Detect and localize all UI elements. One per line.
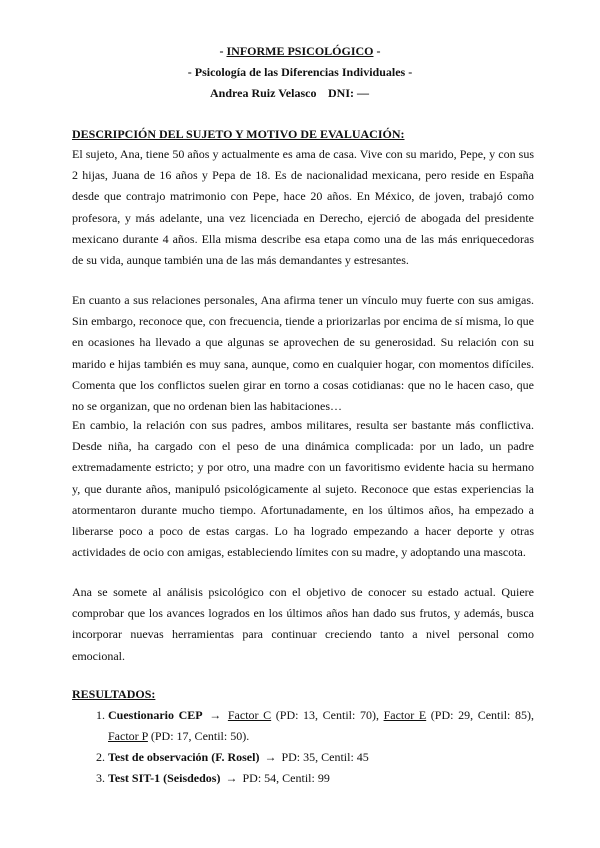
factor-p-label: Factor P — [108, 729, 148, 743]
arrow-icon: → — [209, 708, 222, 722]
factor-p-values: (PD: 17, Centil: 50). — [147, 729, 250, 743]
result-values: PD: 35, Centil: 45 — [281, 750, 369, 764]
result-item-cep — [108, 705, 534, 747]
result-test-name: Cuestionario CEP — [108, 708, 203, 722]
result-values: PD: 54, Centil: 99 — [242, 771, 330, 785]
description-paragraph-1: El sujeto, Ana, tiene 50 años y actualmente es ama de casa. Vive con su marido, Pepe, y con sus 2 hijas, Juana de 16 años y Pepa de 18. Es de nacionalidad mexicana, pero reside en España desde que contrajo matrimonio con Pepe, hace 20 años. En México, de joven, trabajó como profesora, y más adelante, una vez licenciada en Derecho, ejerció de abogada del presidente mexicano durante 4 años. Ella misma describe esa etapa como una de las más enriquecedoras de su vida, aunque también una de las más demandantes y estresantes. — [72, 147, 534, 268]
report-subtitle: - Psicología de las Diferencias Individuales - — [187, 65, 413, 79]
factor-c-label: Factor C — [227, 708, 272, 722]
factor-c-values: (PD: 13, Centil: 70), — [271, 708, 384, 722]
factor-e-values: (PD: 29, Centil: 85), — [426, 708, 534, 722]
description-section-title: DESCRIPCIÓN DEL SUJETO Y MOTIVO DE EVALUACIÓN: — [72, 127, 405, 141]
result-test-name: Test SIT-1 (Seisdedos) — [108, 771, 221, 785]
arrow-icon: → — [264, 750, 277, 764]
report-title: - INFORME PSICOLÓGICO - — [219, 44, 381, 58]
results-section-title: RESULTADOS: — [72, 687, 156, 701]
results-list — [72, 705, 534, 789]
result-test-name: Test de observación (F. Rosel) — [108, 750, 260, 764]
dni-field: DNI: — — [328, 86, 369, 100]
arrow-icon: → — [225, 771, 238, 785]
result-item-observation — [108, 747, 534, 768]
author-name: Andrea Ruiz Velasco — [210, 86, 317, 100]
description-paragraph-4: Ana se somete al análisis psicológico con el objetivo de conocer su estado actual. Quiere comprobar que los avances logrados en los últimos años han dado sus frutos, y además, busca incorporar nuevas herramientas para continuar creciendo tanto a nivel personal como emocional. — [72, 585, 534, 663]
report-title-text: INFORME PSICOLÓGICO — [226, 44, 374, 58]
description-paragraph-3: En cambio, la relación con sus padres, ambos militares, resulta ser bastante más conflictiva. Desde niña, ha cargado con el peso de una dinámica complicada: por un lado, un padre extremadamente estricto; y por otro, una madre con un favoritismo evidente hacia su hermano y, que durante años, manipuló psicológicamente al sujeto. Reconoce que estas experiencias la atormentaron durante mucho tiempo. Afortunadamente, en los últimos años, ha empezado a liberarse poco a poco de estas cargas. Lo ha logrado empezando a hacer deporte y otras actividades de ocio con amigas, estableciendo límites con su madre, y adoptando una mascota. — [72, 418, 534, 560]
description-paragraph-2: En cuanto a sus relaciones personales, Ana afirma tener un vínculo muy fuerte con sus amigas. Sin embargo, reconoce que, con frecuencia, tiende a priorizarlas por encima de sí misma, lo que en ocasiones ha llevado a que algunas se aprovechen de su generosidad. Su relación con su marido e hijas también es muy sana, aunque, como en cualquier hogar, con momentos difíciles. Comenta que los conflictos suelen girar en torno a cosas cotidianas: que no le hacen caso, que no se organizan, que no ordenan bien las habitaciones… — [72, 293, 534, 414]
result-item-sit1 — [108, 768, 534, 789]
factor-e-label: Factor E — [383, 708, 427, 722]
